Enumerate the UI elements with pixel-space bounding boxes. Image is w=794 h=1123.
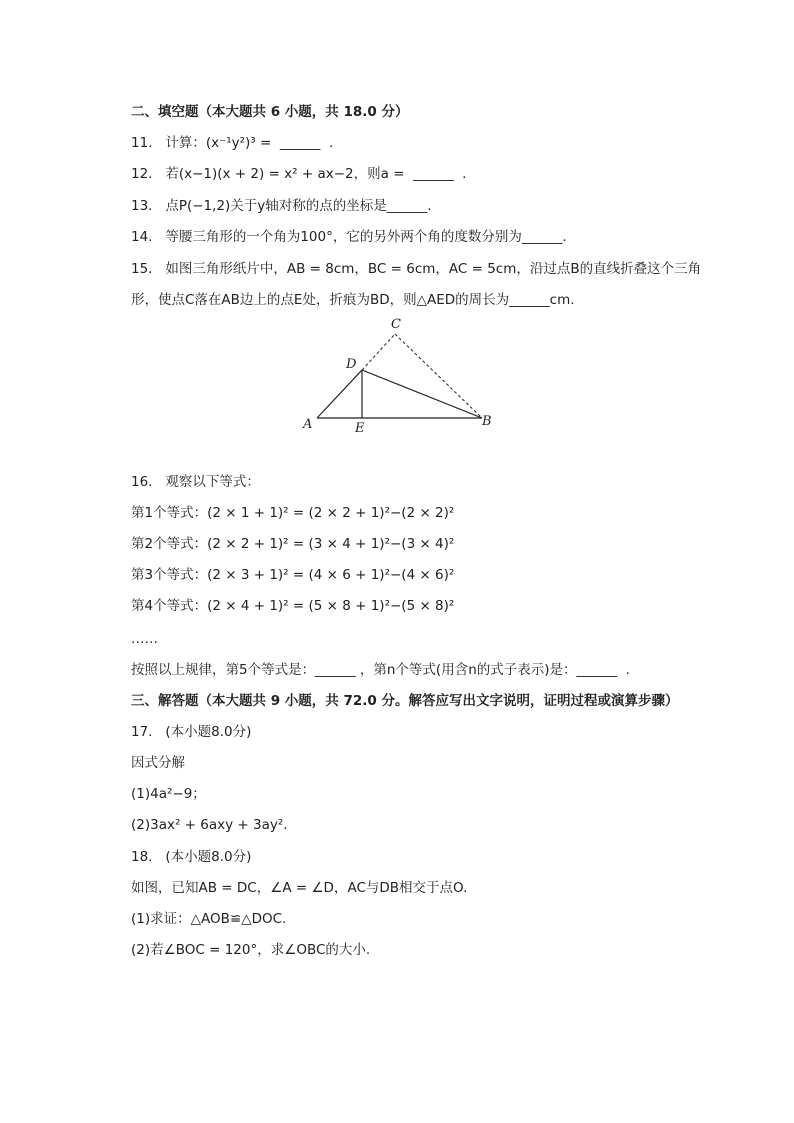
question-16-ellipsis: …… xyxy=(131,631,158,647)
label-D: D xyxy=(346,357,357,372)
question-17-part1: (1)4a²−9； xyxy=(131,786,206,802)
segment-CB-dashed xyxy=(395,334,482,418)
question-16-ask: 按照以上规律，第5个等式是：______ ，第n个等式(用含n的式子表示)是：______ . xyxy=(131,662,630,678)
question-13: 13. 点P(−1,2)关于y轴对称的点的坐标是______. xyxy=(131,198,432,214)
question-11: 11. 计算：(x⁻¹y²)³ = ______ . xyxy=(131,135,334,151)
label-C: C xyxy=(391,317,401,332)
triangle-fold-figure xyxy=(296,312,506,436)
segment-DC-dashed xyxy=(362,334,395,370)
question-12: 12. 若(x−1)(x + 2) = x² + ax−2，则a = ______ . xyxy=(131,166,467,182)
question-17-header: 17. (本小题8.0分) xyxy=(131,724,252,740)
question-16-equation-1: 第1个等式：(2 × 1 + 1)² = (2 × 2 + 1)²−(2 × 2)² xyxy=(131,505,455,521)
question-14: 14. 等腰三角形的一个角为100°，它的另外两个角的度数分别为______. xyxy=(131,229,567,245)
label-E: E xyxy=(355,421,365,436)
question-18-part2: (2)若∠BOC = 120°，求∠OBC的大小. xyxy=(131,942,371,958)
question-18-part1: (1)求证：△AOB≌△DOC. xyxy=(131,911,287,927)
question-16-equation-4: 第4个等式：(2 × 4 + 1)² = (5 × 8 + 1)²−(5 × 8)² xyxy=(131,598,455,614)
segment-AD xyxy=(317,370,362,418)
question-17-text: 因式分解 xyxy=(131,755,185,771)
segment-DB-crease xyxy=(362,370,482,418)
question-15-line2: 形，使点C落在AB边上的点E处，折痕为BD，则△AED的周长为______cm. xyxy=(131,292,575,308)
label-A: A xyxy=(303,417,313,432)
section2-header: 二、填空题（本大题共 6 小题，共 18.0 分） xyxy=(131,104,409,120)
question-15-line1: 15. 如图三角形纸片中，AB = 8cm，BC = 6cm，AC = 5cm，沿过点B的直线折叠这个三角 xyxy=(131,261,702,277)
question-17-part2: (2)3ax² + 6axy + 3ay². xyxy=(131,817,288,833)
label-B: B xyxy=(482,414,492,429)
question-18-text: 如图，已知AB = DC，∠A = ∠D，AC与DB相交于点O. xyxy=(131,880,468,896)
question-16-equation-2: 第2个等式：(2 × 2 + 1)² = (3 × 4 + 1)²−(3 × 4)² xyxy=(131,536,455,552)
question-16-intro: 16. 观察以下等式： xyxy=(131,474,260,490)
question-16-equation-3: 第3个等式：(2 × 3 + 1)² = (4 × 6 + 1)²−(4 × 6)² xyxy=(131,567,455,583)
section3-header: 三、解答题（本大题共 9 小题，共 72.0 分。解答应写出文字说明，证明过程或演算步骤） xyxy=(131,693,679,709)
question-18-header: 18. (本小题8.0分) xyxy=(131,849,252,865)
